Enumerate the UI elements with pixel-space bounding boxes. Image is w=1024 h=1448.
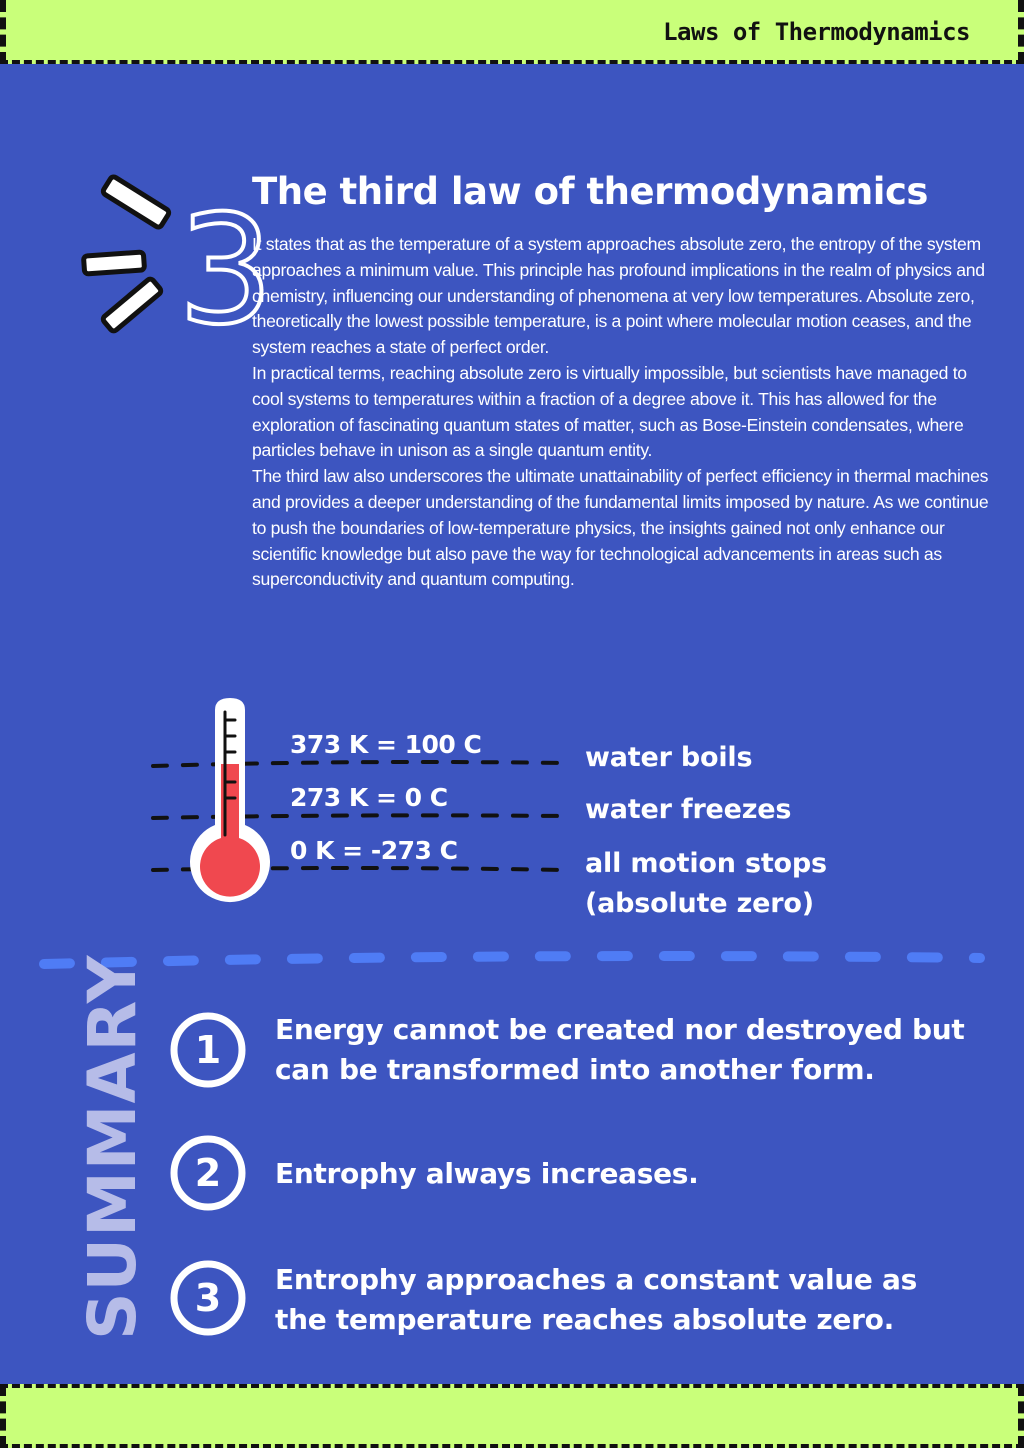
section-number-graphic — [80, 180, 274, 358]
section-title: The third law of thermodynamics — [252, 170, 928, 213]
summary-item-3-line1: Entrophy approaches a constant value as — [275, 1263, 918, 1296]
summary-item-2 — [275, 1154, 975, 1194]
document-title: Laws of Thermodynamics — [663, 18, 970, 46]
number-circle-3-icon — [168, 1258, 248, 1338]
summary-item-1-line1: Energy cannot be created nor destroyed but — [275, 1013, 965, 1046]
section-number: 3 — [178, 184, 274, 358]
footer-band — [0, 1384, 1024, 1448]
summary-title: SUMMARY — [74, 954, 151, 1340]
summary-number-1: 1 — [194, 1028, 222, 1072]
summary-item-1-line2: can be transformed into another form. — [275, 1053, 875, 1086]
number-circle-1-icon — [168, 1010, 248, 1090]
summary-number-2: 2 — [194, 1151, 222, 1195]
temp-label-boil: 373 K = 100 C — [290, 730, 482, 759]
summary-item-2-line1: Entrophy always increases. — [275, 1157, 699, 1190]
number-circle-2-icon — [168, 1133, 248, 1213]
temp-desc-zero — [585, 844, 827, 924]
body-paragraph: In practical terms, reaching absolute zero is virtually impossible, but scientists have managed to cool systems to temperatures within a fraction of a degree above it. This has allowed for the exploration of fascinating quantum states of matter, such as Bose-Einstein condensates, where particles behave in unison as a single quantum entity. — [252, 362, 967, 461]
summary-item-3-line2: the temperature reaches absolute zero. — [275, 1303, 894, 1336]
body-paragraph: The third law also underscores the ultimate unattainability of perfect efficiency in thermal machines and provides a deeper understanding of the fundamental limits imposed by nature. As we continue to push the boundaries of low-temperature physics, the insights gained not only enhance our scientific knowledge but also pave the way for technological advancements in areas such as superconductivity and quantum computing. — [252, 466, 989, 590]
temp-desc-zero-line2: (absolute zero) — [585, 888, 814, 919]
section-body — [252, 232, 992, 593]
summary-number-3: 3 — [194, 1276, 222, 1320]
thermometer-icon — [190, 698, 270, 902]
temp-desc-freeze: water freezes — [585, 794, 792, 825]
temp-desc-zero-line1: all motion stops — [585, 848, 827, 879]
header-band — [0, 0, 1024, 64]
summary-item-3 — [275, 1260, 975, 1340]
summary-item-1 — [275, 1010, 975, 1090]
body-paragraph: It states that as the temperature of a system approaches absolute zero, the entropy of the system approaches a minimum value. This principle has profound implications in the realm of physics and chemistry, influencing our understanding of phenomena at very low temperatures. Absolute zero, theoretically the lowest possible temperature, is a point where molecular motion ceases, and the system reaches a state of perfect order. — [252, 234, 985, 358]
temp-desc-boil: water boils — [585, 742, 753, 773]
burst-lines-icon — [83, 176, 170, 333]
temp-label-freeze: 273 K = 0 C — [290, 783, 448, 812]
section-divider — [0, 940, 1024, 980]
temp-label-zero: 0 K = -273 C — [290, 836, 458, 865]
